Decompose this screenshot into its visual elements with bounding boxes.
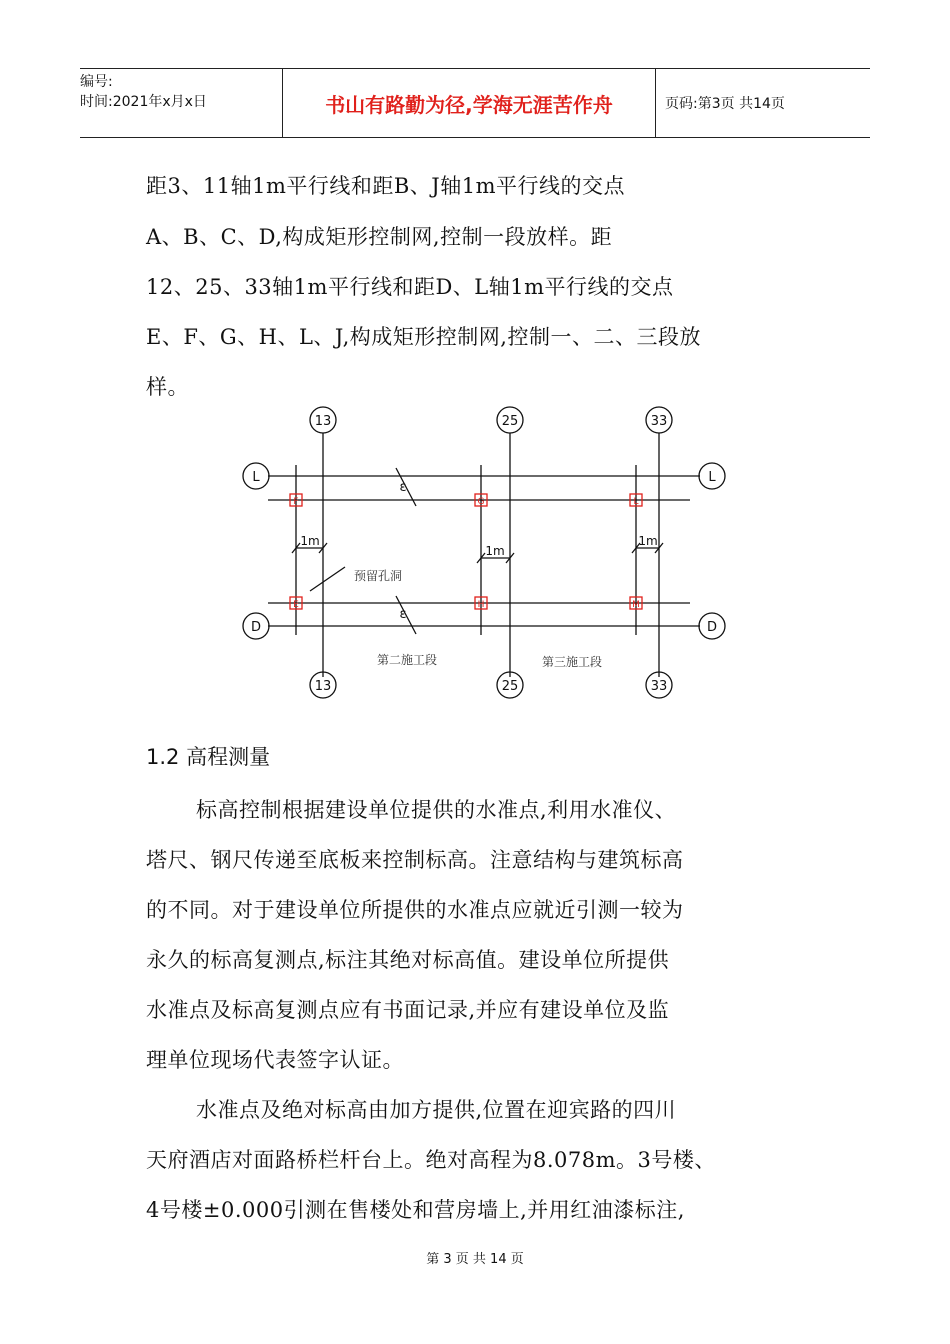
para2-line-1: 标高控制根据建设单位提供的水准点,利用水准仪、: [196, 798, 677, 822]
epsilon-top: ε: [399, 480, 407, 495]
para3-line-3: 4号楼±0.000引测在售楼处和营房墙上,并用红油漆标注,: [146, 1198, 685, 1222]
para2-line-2: 塔尺、钢尺传递至底板来控制标高。注意结构与建筑标高: [146, 848, 684, 872]
axis-label-top-13: 13: [314, 414, 332, 429]
point-h: H: [477, 600, 485, 610]
axis-label-bottom-33: 33: [650, 679, 668, 694]
para2-line-3: 的不同。对于建设单位所提供的水准点应就近引测一较为: [146, 898, 684, 922]
para2-line-4: 永久的标高复测点,标注其绝对标高值。建设单位所提供: [146, 948, 670, 972]
axis-label-bottom-13: 13: [314, 679, 332, 694]
section-2-label: 第二施工段: [376, 653, 438, 667]
para2-line-6: 理单位现场代表签字认证。: [146, 1048, 404, 1072]
row-label-d-left: D: [250, 620, 262, 635]
point-l: L: [633, 497, 639, 507]
dim-1m-left: 1m: [300, 534, 320, 548]
control-network-diagram: [0, 395, 950, 705]
epsilon-bottom: ε: [399, 607, 407, 622]
para2-line-5: 水准点及标高复测点应有书面记录,并应有建设单位及监: [146, 998, 670, 1022]
row-label-l-left: L: [252, 470, 260, 485]
header-page-info: 页码:第3页 共14页: [665, 96, 785, 112]
page-header: [80, 68, 870, 138]
para1-line-1: 距3、11轴1m平行线和距B、J轴1m平行线的交点: [146, 174, 625, 198]
dim-1m-middle: 1m: [485, 544, 505, 558]
header-motto: 书山有路勤为径,学海无涯苦作舟: [282, 69, 656, 137]
row-label-d-right: D: [706, 620, 718, 635]
para1-line-5: 样。: [146, 375, 189, 399]
para3-line-1: 水准点及绝对标高由加方提供,位置在迎宾路的四川: [196, 1098, 677, 1122]
point-f: F: [293, 497, 299, 507]
para1-line-2: A、B、C、D,构成矩形控制网,控制一段放样。距: [146, 225, 613, 249]
axis-label-top-33: 33: [650, 414, 668, 429]
para1-line-4: E、F、G、H、L、J,构成矩形控制网,控制一、二、三段放: [146, 325, 701, 349]
section-3-label: 第三施工段: [541, 655, 603, 669]
page-footer: 第 3 页 共 14 页: [426, 1252, 524, 1267]
para1-line-3: 12、25、33轴1m平行线和距D、L轴1m平行线的交点: [146, 275, 674, 299]
number-label: 编号:: [80, 74, 113, 90]
section-heading: 1.2 高程测量: [146, 745, 271, 769]
hole-label: 预留孔洞: [353, 569, 403, 583]
dim-1m-right: 1m: [638, 534, 658, 548]
point-g: G: [477, 497, 485, 507]
row-label-l-right: L: [708, 470, 716, 485]
header-meta: [80, 69, 282, 140]
para3-line-2: 天府酒店对面路桥栏杆台上。绝对高程为8.078m。3号楼、: [146, 1148, 716, 1172]
point-m: M: [632, 600, 640, 610]
point-e: E: [293, 600, 299, 610]
time-label: 时间:2021年x月x日: [80, 94, 207, 110]
axis-label-top-25: 25: [501, 414, 519, 429]
axis-label-bottom-25: 25: [501, 679, 519, 694]
